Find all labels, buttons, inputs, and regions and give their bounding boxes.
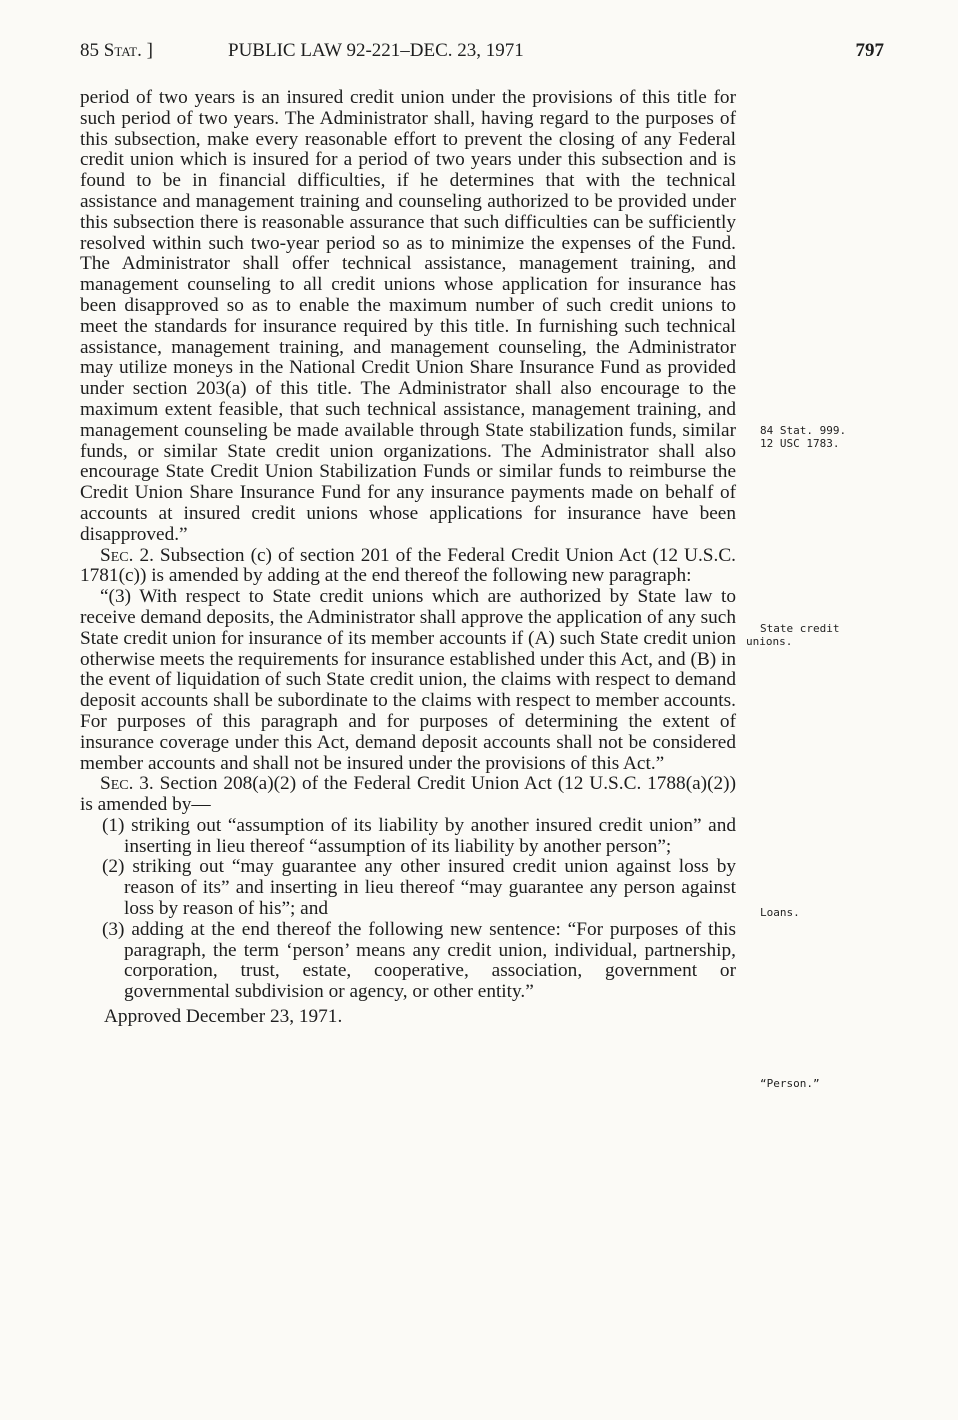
- page-header: [80, 40, 890, 70]
- section-3-text: Section 208(a)(2) of the Federal Credit Union Act (12 U.S.C. 1788(a)(2)) is amended by—: [80, 773, 736, 816]
- section-2-quoted-paragraph: “(3) With respect to State credit unions which are authorized by State law to receive demand deposits, the Administrator shall approve the application of any such State credit union for insurance of its member accounts if (A) such State credit union otherwise meets the requirements for insurance established under this Act, and (B) in the event of liquidation of such State credit union, the claims with respect to demand deposit accounts shall be subordinate to the claims with respect to member accounts. For purposes of this paragraph and for purposes of determining the extent of insurance coverage under this Act, demand deposit accounts shall not be considered member accounts and shall not be insured under the provisions of this Act.”: [80, 586, 736, 774]
- amendment-item-1: (1) striking out “assumption of its liability by another insured credit union” and inserting in lieu thereof “assumption of its liability by another person”;: [102, 814, 736, 857]
- margin-note-loans: [760, 906, 900, 919]
- amendment-item-2: (2) striking out “may guarantee any other insured credit union against loss by reason of its” and inserting in lieu thereof “may guarantee any person against loss by reason of his”; and: [102, 856, 736, 920]
- margin-note-line: unions.: [746, 635, 793, 648]
- amendment-item-3: (3) adding at the end thereof the following new sentence: “For purposes of this paragraph, the term ‘person’ means any credit union, individual, partnership, corporation, trust, estate, cooperative, association, government or governmental subdivision or agency, or other entity.”: [102, 918, 736, 1003]
- margin-note-line: 12 USC 1783.: [760, 437, 840, 450]
- margin-note-line: Loans.: [760, 906, 800, 919]
- margin-note-statute-reference: [760, 424, 900, 450]
- section-3-label: Sec. 3.: [100, 773, 154, 795]
- section-3-paragraph: [80, 774, 736, 816]
- margin-note-state-credit-unions: [746, 622, 900, 648]
- section-2-text: Subsection (c) of section 201 of the Federal Credit Union Act (12 U.S.C. 1781(c)) is amended by adding at the end thereof the following new paragraph:: [80, 544, 737, 587]
- continuation-paragraph: period of two years is an insured credit union under the provisions of this title for such period of two years. The Administrator shall, having regard to the purposes of this subsection, make every reasonable effort to prevent the closing of any Federal credit union which is insured for a period of two years under this subsection and is found to be in financial difficulties, if he determines that with the technical assistance and management training and counseling authorized to be provided under this subsection there is reasonable assurance that such difficulties can be sufficiently resolved within such two-year period so as to minimize the expenses of the Fund. The Administrator shall offer technical assistance, management training, and management counseling to all credit unions whose application for insurance has been disapproved so as to enable the maximum number of such credit unions to meet the standards for insurance required by this title. In furnishing such technical assistance, management training, and management counseling, the Administrator may utilize moneys in the National Credit Union Share Insurance Fund as provided under section 203(a) of this title. The Administrator shall also encourage to the maximum extent feasible, that such technical assistance, management training, and management counseling be made available through State stabilization funds, similar funds, or similar State credit union organizations. The Administrator shall also encourage State Credit Union Stabilization Funds or similar funds to reimburse the Credit Union Share Insurance Fund for any insurance payments made on behalf of accounts at insured credit unions whose applications for insurance have been disapproved.”: [80, 87, 736, 545]
- header-law-title: PUBLIC LAW 92-221–DEC. 23, 1971: [228, 40, 524, 61]
- page-number: 797: [855, 40, 884, 61]
- margin-note-line: State credit: [760, 622, 840, 635]
- section-2-paragraph: [80, 546, 736, 588]
- document-body: [80, 88, 736, 1028]
- approval-date: Approved December 23, 1971.: [104, 1006, 343, 1028]
- section-2-label: Sec. 2.: [100, 544, 154, 566]
- margin-note-line: 84 Stat. 999.: [760, 424, 847, 437]
- margin-note-line: “Person.”: [760, 1077, 820, 1090]
- margin-note-person: [760, 1077, 900, 1090]
- header-stat-citation: 85 Stat. ]: [80, 40, 153, 61]
